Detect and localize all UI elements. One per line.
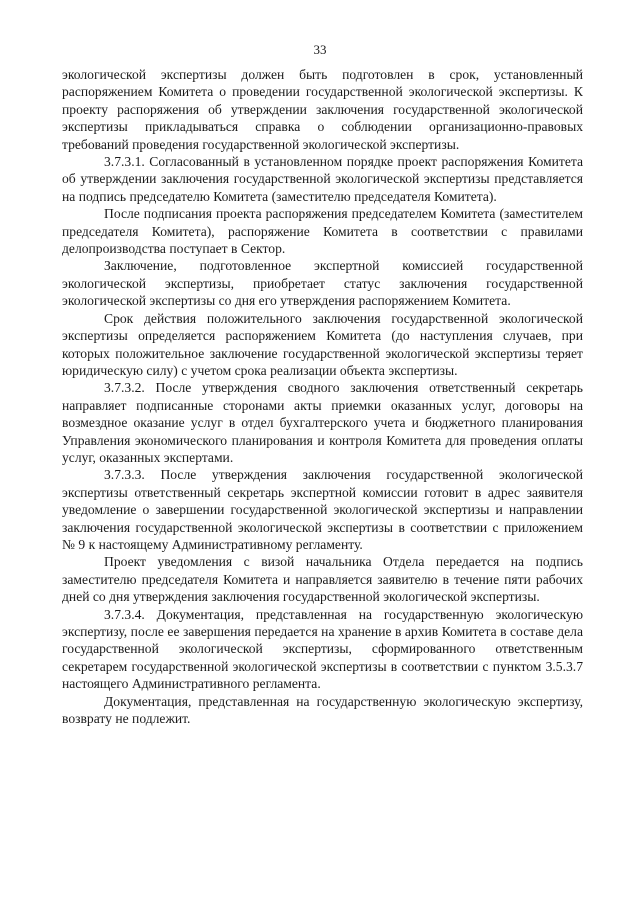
page-number: 33	[313, 42, 327, 57]
paragraph-continuation: экологической экспертизы должен быть подготовлен в срок, установленный распоряжением Комитета о проведении государственной экологической экспертизы. К проекту распоряжения об утверждении заключения государственной экологической экспертизы прикладываться справка о соблюдении организационно-правовых требований проведения государственной экологической экспертизы.	[62, 67, 583, 152]
paragraph-3-7-3-2: 3.7.3.2. После утверждения сводного заключения ответственный секретарь направляет подписанные сторонами акты приемки оказанных услуг, договоры на возмездное оказание услуг в отдел бухгалтерского учета и бюджетного планирования Управления экономического планирования и контроля Комитета для проведения оплаты услуг, оказанных экспертами.	[62, 380, 583, 465]
paragraph-no-return: Документация, представленная на государственную экологическую экспертизу, возврату не подлежит.	[62, 693, 583, 727]
paragraph-3-7-3-3: 3.7.3.3. После утверждения заключения государственной экологической экспертизы ответственный секретарь экспертной комиссии готовит в адрес заявителя уведомление о завершении государственной экологической экспертизы и направлении заключения государственной экологической экспертизы в соответствии с приложением № 9 к настоящему Административному регламенту.	[62, 467, 583, 552]
paragraph-3-7-3-4: 3.7.3.4. Документация, представленная на государственную экологическую экспертизу, после ее завершения передается на хранение в архив Комитета в составе дела государственной экологической экспертизы, сформированного ответственным секретарем государственной экологической экспертизы в соответствии с пунктом 3.5.3.7 настоящего Административного регламента.	[62, 606, 583, 692]
paragraph-after-signing: После подписания проекта распоряжения председателем Комитета (заместителем председателя Комитета), распоряжение Комитета в соответствии с правилами делопроизводства поступает в Сектор.	[62, 206, 583, 257]
paragraph-notification-draft: Проект уведомления с визой начальника Отдела передается на подпись заместителю председателя Комитета и направляется заявителю в течение пяти рабочих дней со дня утверждения заключения государственной экологической экспертизы.	[62, 554, 583, 605]
paragraph-3-7-3-1: 3.7.3.1. Согласованный в установленном порядке проект распоряжения Комитета об утверждении заключения государственной экологической экспертизы представляется на подпись председателю Комитета (заместителю председателя Комитета).	[62, 154, 583, 204]
paragraph-validity-period: Срок действия положительного заключения государственной экологической экспертизы определяется распоряжением Комитета (до наступления случаев, при которых положительное заключение государственной экологической экспертизы теряет юридическую силу) с учетом срока реализации объекта экспертизы.	[62, 310, 583, 378]
paragraph-conclusion-status: Заключение, подготовленное экспертной комиссией государственной экологической экспертизы, приобретает статус заключения государственной экологической экспертизы со дня его утверждения распоряжением Комитета.	[62, 258, 583, 309]
document-body	[62, 66, 583, 727]
